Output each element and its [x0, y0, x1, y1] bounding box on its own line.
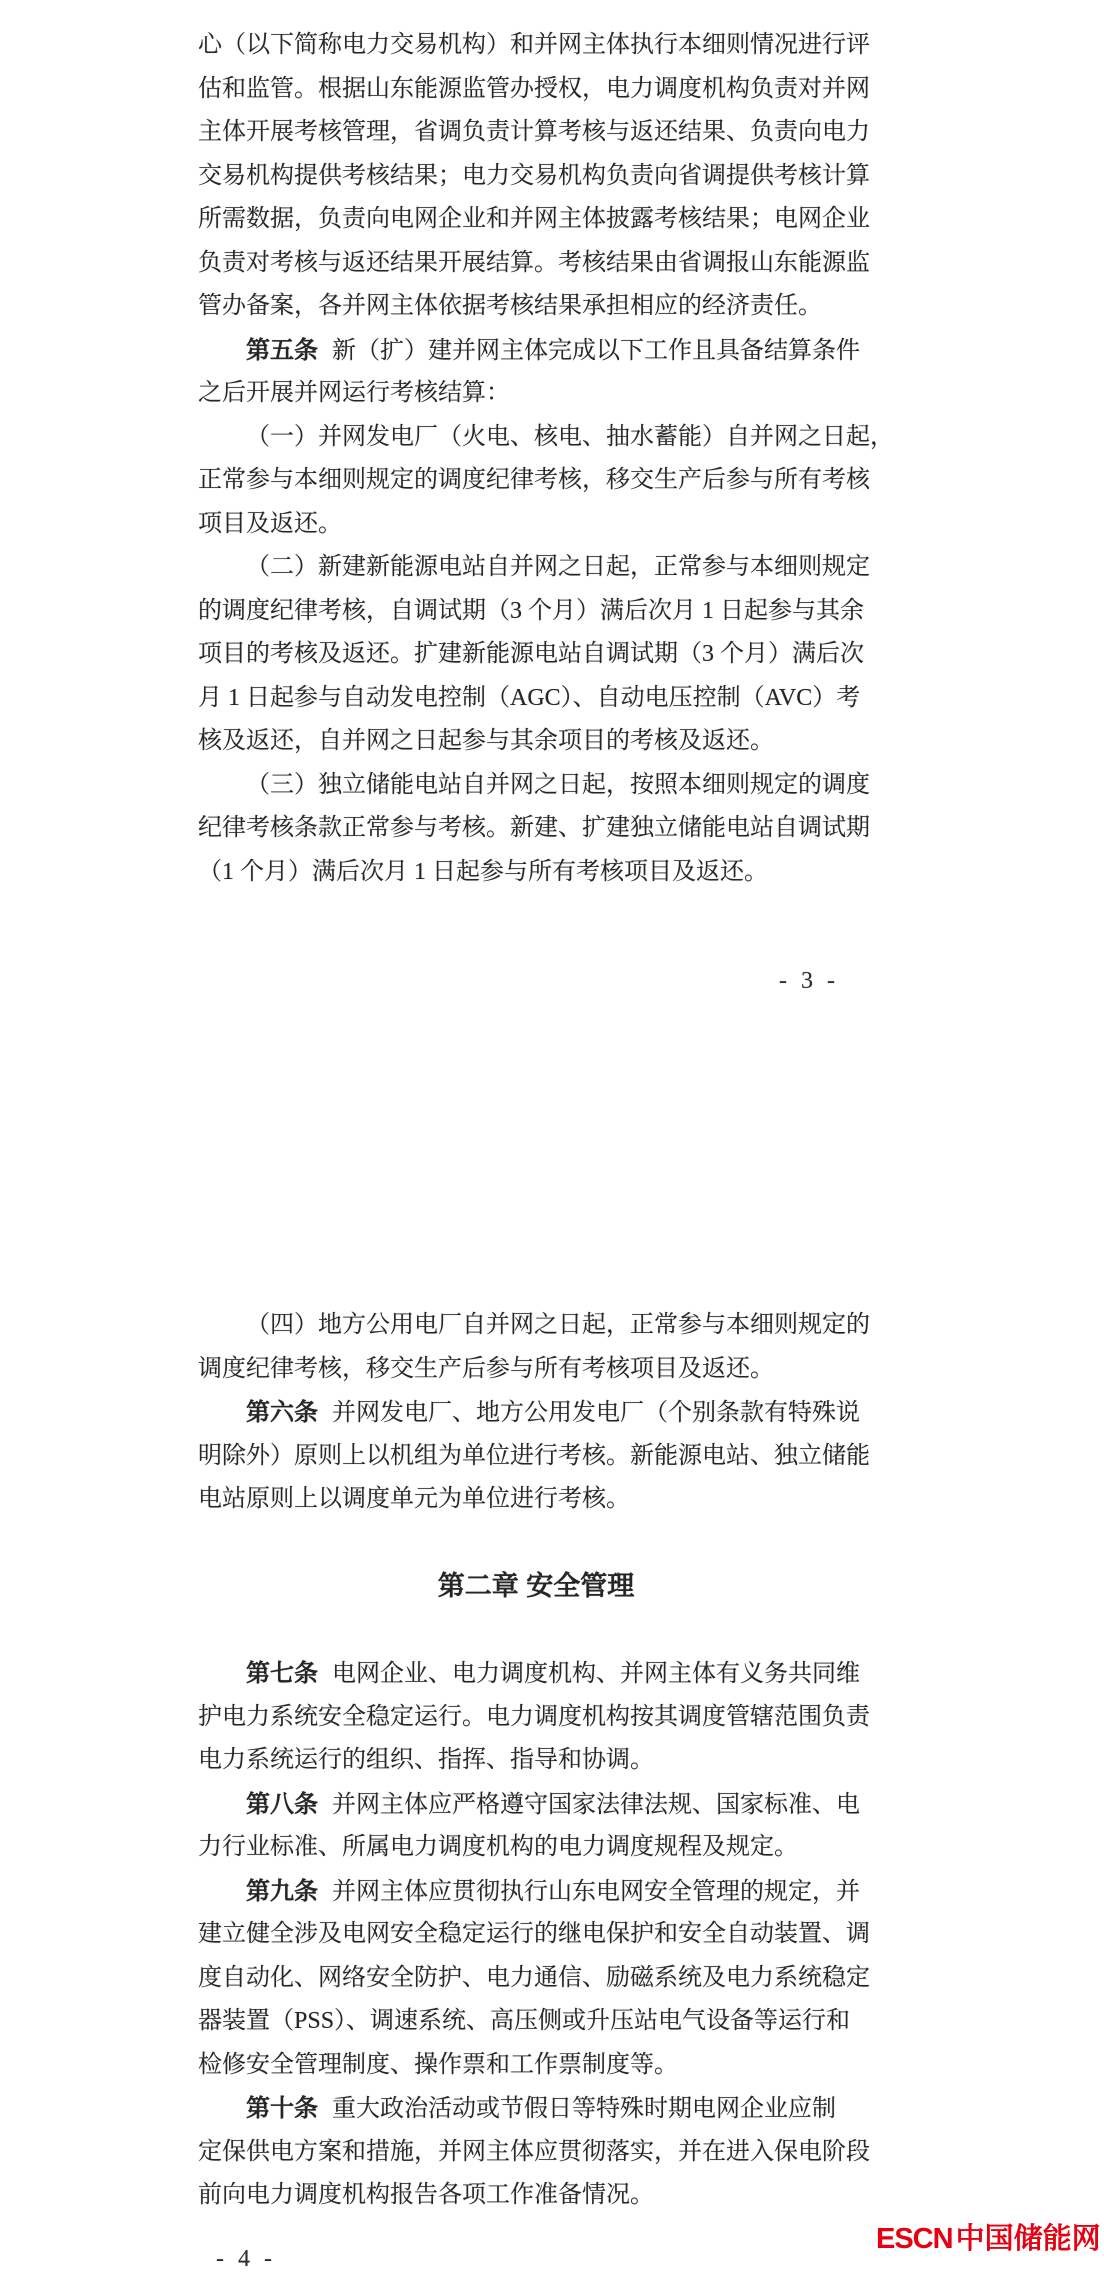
text-line: 第五条 新（扩）建并网主体完成以下工作且具备结算条件	[246, 336, 860, 364]
text-line: 建立健全涉及电网安全稳定运行的继电保护和安全自动装置、调	[198, 1921, 870, 1947]
text-line: 度自动化、网络安全防护、电力通信、励磁系统及电力系统稳定	[198, 1964, 870, 1991]
text-line: 月 1 日起参与自动发电控制（AGC）、自动电压控制（AVC）考	[198, 684, 861, 711]
text-line: 估和监管。根据山东能源监管办授权，电力调度机构负责对并网	[198, 75, 870, 102]
text-line: 器装置（PSS）、调速系统、高压侧或升压站电气设备等运行和	[198, 2008, 851, 2034]
text-line: 第六条 并网发电厂、地方公用发电厂（个别条款有特殊说	[246, 1399, 860, 1426]
text-line: 所需数据，负责向电网企业和并网主体披露考核结果；电网企业	[198, 206, 870, 232]
text-line: 心（以下简称电力交易机构）和并网主体执行本细则情况进行评	[198, 32, 870, 58]
text-line: 调度纪律考核，移交生产后参与所有考核项目及返还。	[198, 1355, 774, 1382]
text-line: 第八条 并网主体应严格遵守国家法律法规、国家标准、电	[246, 1790, 860, 1818]
text-line: 之后开展并网运行考核结算：	[198, 380, 510, 406]
text-line: （三）独立储能电站自并网之日起，按照本细则规定的调度	[246, 771, 870, 798]
page-3-text-block	[198, 24, 894, 894]
text-line: 力行业标准、所属电力调度机构的电力调度规程及规定。	[198, 1834, 798, 1860]
text-line: 电力系统运行的组织、指挥、指导和协调。	[198, 1747, 654, 1773]
text-line: 明除外）原则上以机组为单位进行考核。新能源电站、独立储能	[198, 1442, 870, 1469]
escn-watermark	[876, 2222, 1101, 2256]
text-line: （1 个月）满后次月 1 日起参与所有考核项目及返还。	[198, 858, 768, 885]
escn-logo-cjk-text: 中国储能网	[955, 2223, 1101, 2255]
text-line: 项目的考核及返还。扩建新能源电站自调试期（3 个月）满后次	[198, 641, 864, 667]
page-4-text-block	[198, 1304, 874, 2218]
article-label: 第十条	[246, 2095, 318, 2122]
article-label: 第七条	[246, 1660, 318, 1687]
text-line: 纪律考核条款正常参与考核。新建、扩建独立储能电站自调试期	[198, 815, 870, 841]
article-label: 第六条	[246, 1399, 318, 1426]
text-line: 检修安全管理制度、操作票和工作票制度等。	[198, 2051, 678, 2078]
page-3-number: - 3 -	[779, 968, 839, 994]
text-line: 第七条 电网企业、电力调度机构、并网主体有义务共同维	[246, 1660, 860, 1687]
text-line: 护电力系统安全稳定运行。电力调度机构按其调度管辖范围负责	[198, 1703, 870, 1730]
text-line: （二）新建新能源电站自并网之日起，正常参与本细则规定	[246, 554, 870, 580]
article-label: 第九条	[246, 1877, 318, 1905]
article-label: 第五条	[246, 336, 318, 364]
chapter-heading: 第二章 安全管理	[437, 1571, 635, 1601]
escn-logo-latin-text: ESCN	[876, 2223, 953, 2255]
page-4-number: - 4 -	[216, 2246, 276, 2272]
text-line: 定保供电方案和措施，并网主体应贯彻落实，并在进入保电阶段	[198, 2138, 870, 2165]
text-line: （四）地方公用电厂自并网之日起，正常参与本细则规定的	[246, 1312, 870, 1338]
text-line: 正常参与本细则规定的调度纪律考核，移交生产后参与所有考核	[198, 467, 870, 493]
text-line: 核及返还，自并网之日起参与其余项目的考核及返还。	[198, 728, 774, 754]
text-line: 电站原则上以调度单元为单位进行考核。	[198, 1486, 630, 1512]
text-line: 第九条 并网主体应贯彻执行山东电网安全管理的规定，并	[246, 1877, 860, 1905]
text-line: 交易机构提供考核结果；电力交易机构负责向省调提供考核计算	[198, 162, 870, 189]
article-label: 第八条	[246, 1790, 318, 1818]
text-line: 第十条 重大政治活动或节假日等特殊时期电网企业应制	[246, 2095, 836, 2122]
text-line: 管办备案，各并网主体依据考核结果承担相应的经济责任。	[198, 293, 822, 319]
text-line: （一）并网发电厂（火电、核电、抽水蓄能）自并网之日起，	[246, 423, 894, 450]
text-line: 负责对考核与返还结果开展结算。考核结果由省调报山东能源监	[198, 249, 870, 276]
text-line: 项目及返还。	[198, 510, 342, 537]
text-line: 前向电力调度机构报告各项工作准备情况。	[198, 2182, 654, 2208]
text-line: 主体开展考核管理，省调负责计算考核与返还结果、负责向电力	[198, 119, 870, 145]
text-line: 的调度纪律考核，自调试期（3 个月）满后次月 1 日起参与其余	[198, 597, 864, 624]
